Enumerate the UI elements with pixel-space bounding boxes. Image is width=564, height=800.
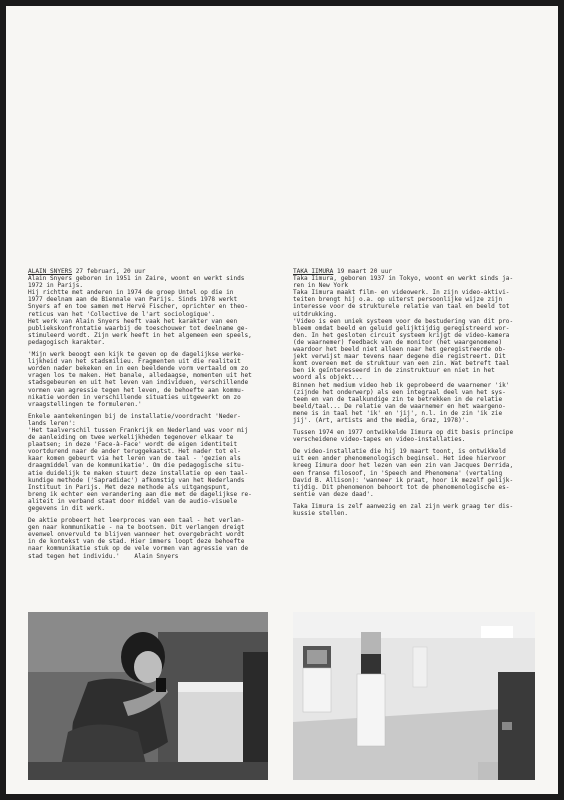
paragraph: Tussen 1974 en 1977 ontwikkelde Iimura op dit basis principe verscheidene video-tapes en video-installaties.: [293, 429, 514, 444]
document-page: [6, 6, 558, 794]
paragraph: Enkele aantekeningen bij de installatie/voordracht 'Neder- lands leren': 'Het taalverschil tussen Frankrijk en Nederland was voor mij de aanleiding om twee werkelijkheden tegenover elkaar te plaatsen; in deze 'Face-à-Face' wordt de eigen identiteit voortdurend naar de ander teruggekaatst. Het nader tot el- kaar komen gebeurt via het leren van de taal - 'gezien als draagmiddel van de kommunikatie'. Om die pedagogische situ- atie duidelijk te maken stuurt deze installatie op een taal- kundige methode ('Sapradidac') afkomstig van het Nederlands Instituut in Parijs. Met deze methode als uitgangspunt, breng ik echter een verandering aan die met de dagelijkse re- aliteit in verband staat door middel van de audio-visuele gegevens in dit werk.: [28, 412, 252, 512]
article-heading: [28, 268, 266, 275]
artist-name: ALAIN SNYERS: [28, 268, 73, 275]
paragraph: 'Mijn werk beoogt een kijk te geven op de dagelijkse werke- lijkheid van het stadsmilieu. Fragmenten uit die realiteit worden nader bekeken en in een beeldende vorm vertaald om zo vragen los te maken. Het banale, alledaagse, momenten uit het stadsgebeuren en uit het leven van individuen, verschillende vormen van agressie tegen het leven, de behoefte aan kommu- nikatie worden in verschillende situaties uitgewerkt om zo vraagstellingen te formuleren.': [28, 351, 252, 408]
paragraph: De video-installatie die hij 19 maart toont, is ontwikkeld uit een ander phenomenologisch beginsel. Het idee hiervoor kreeg Iimura door het lezen van een zin van Jacques Derrida, een franse filosoof, in 'Speech and Phenomena' (vertaling David B. Allison): 'wanneer ik praat, hoor ik mezelf gelijk- tijdig. Dit phenomenon behoort tot de phenomenologische es- sentie van deze daad'.: [293, 448, 514, 498]
event-date: 27 februari, 20 uur: [72, 268, 146, 275]
article-alain-snyers: [28, 268, 266, 565]
article-heading: [293, 268, 531, 275]
paragraph: De aktie probeert het leerproces van een taal - het verlan- gen naar kommunikatie - na te bootsen. Dit verlangen dreigt evenwel onvervuld te blijven wanneer het overgebracht wordt in de kontekst van de stad. Hier immers loopt deze behoefte naar kommunikatie stuk op de vele vormen van agressie van de stad tegen het individu.': [28, 517, 249, 560]
paragraph: Taka Iimura, geboren 1937 in Tokyo, woont en werkt sinds ja- ren in New York Taka Iimura maakt film- en videowerk. In zijn video-aktivi- teiten brengt hij o.a. op uiterst persoonlijke wijze zijn interesse voor de strukturele relatie van taal en beeld tot uitdrukking. 'Video is een uniek systeem voor de bestudering van dit pro- bleem omdat beeld en geluid gelijktijdig geregistreerd wor- den. In het gesloten circuit systeem krijgt de video-kamera (de waarnemer) feedback van de monitor (het waargenomene) waardoor het beeld niet alleen naar het geregistreerde ob- jekt verwijst maar tevens naar degene die registreert. Dit komt overeen met de struktuur van een zin. Wat betreft taal ben ik geïnteresseerd in de zinstruktuur en niet in het woord als objekt... Binnen het medium video heb ik geprobeerd de waarnemer 'ik' (zijnde het onderwerp) als een integraal deel van het sys- teem en van de taalkundige zin te betrekken in de relatie beeld/taal... De relatie van de waarnemer en het waargeno- mene is in taal het 'ik' en 'jij', n.l. in de zin 'ik zie jij'. (Art, artists and the media, Graz, 1978)'.: [293, 275, 514, 424]
paragraph: Taka Iimura is zelf aanwezig en zal zijn werk graag ter dis- kussie stellen.: [293, 502, 514, 517]
paragraph: Alain Snyers geboren in 1951 in Zaire, woont en werkt sinds 1972 in Parijs. Hij richtte met anderen in 1974 de groep Untel op die in 1977 deelnam aan de Biennale van Parijs. Sinds 1978 werkt Snyers af en toe samen met Hervé Fischer, oprichter en theo- reticus van het 'Collective de l'art sociologique'. Het werk van Alain Snyers heeft vaak het karakter van een publiekskonfrontatie waarbij de toeschouwer tot deelname ge- stimuleerd wordt. Zijn werk heeft in het algemeen een speels, pedagogisch karakter.: [28, 275, 252, 346]
performer-photo-image: [28, 612, 268, 780]
article-taka-iimura: [293, 268, 531, 522]
artist-name: TAKA IIMURA: [293, 268, 334, 275]
photo-installation: [293, 612, 535, 780]
paragraph-with-signature: [28, 517, 266, 560]
event-date: 19 maart 20 uur: [333, 268, 393, 275]
photo-performance: [28, 612, 268, 780]
signature: Alain Snyers: [134, 552, 179, 560]
installation-photo-image: [293, 612, 535, 780]
